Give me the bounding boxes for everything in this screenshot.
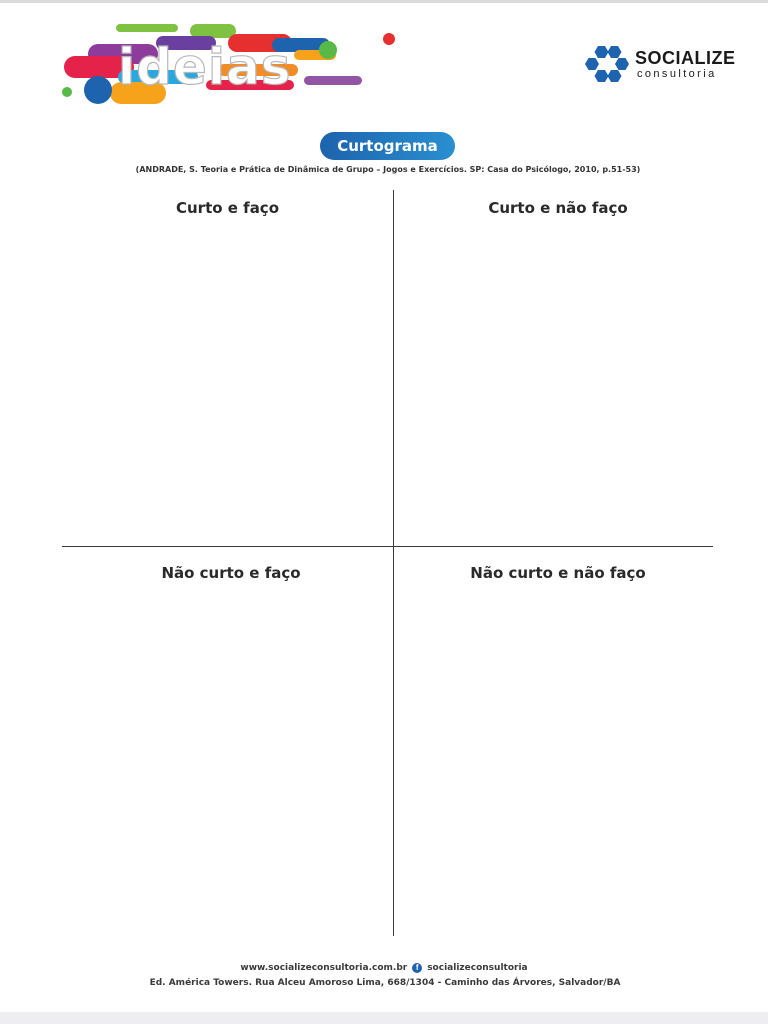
footer-contacts <box>0 963 768 973</box>
quadrant-top-right-label: Curto e não faço <box>488 199 628 217</box>
socialize-brand-name: SOCIALIZE <box>635 48 736 68</box>
citation: (ANDRADE, S. Teoria e Prática de Dinâmica de Grupo – Jogos e Exercícios. SP: Casa do Psicólogo, 2010, p.51-53) <box>135 165 641 174</box>
socialize-brand-subtitle: consultoria <box>637 68 717 80</box>
footer-social-handle: socializeconsultoria <box>427 963 528 973</box>
facebook-icon: f <box>412 963 422 973</box>
quadrant-top-left-label: Curto e faço <box>175 199 280 217</box>
hexagon-mark-icon <box>584 44 630 86</box>
socialize-logo <box>584 44 734 88</box>
vertical-divider <box>393 190 394 936</box>
quadrant-bottom-right-label: Não curto e não faço <box>470 564 646 582</box>
ideias-logo <box>58 20 398 110</box>
horizontal-divider <box>62 546 713 547</box>
footer-website: www.socializeconsultoria.com.br <box>240 963 408 973</box>
top-edge <box>0 0 768 3</box>
bottom-edge <box>0 1012 768 1024</box>
svg-text:ideias: ideias <box>118 38 292 96</box>
document-title: Curtograma <box>320 132 455 160</box>
quadrant-bottom-left-label: Não curto e faço <box>161 564 301 582</box>
footer-address: Ed. América Towers. Rua Alceu Amoroso Lima, 668/1304 - Caminho das Árvores, Salvador/BA <box>149 978 621 988</box>
